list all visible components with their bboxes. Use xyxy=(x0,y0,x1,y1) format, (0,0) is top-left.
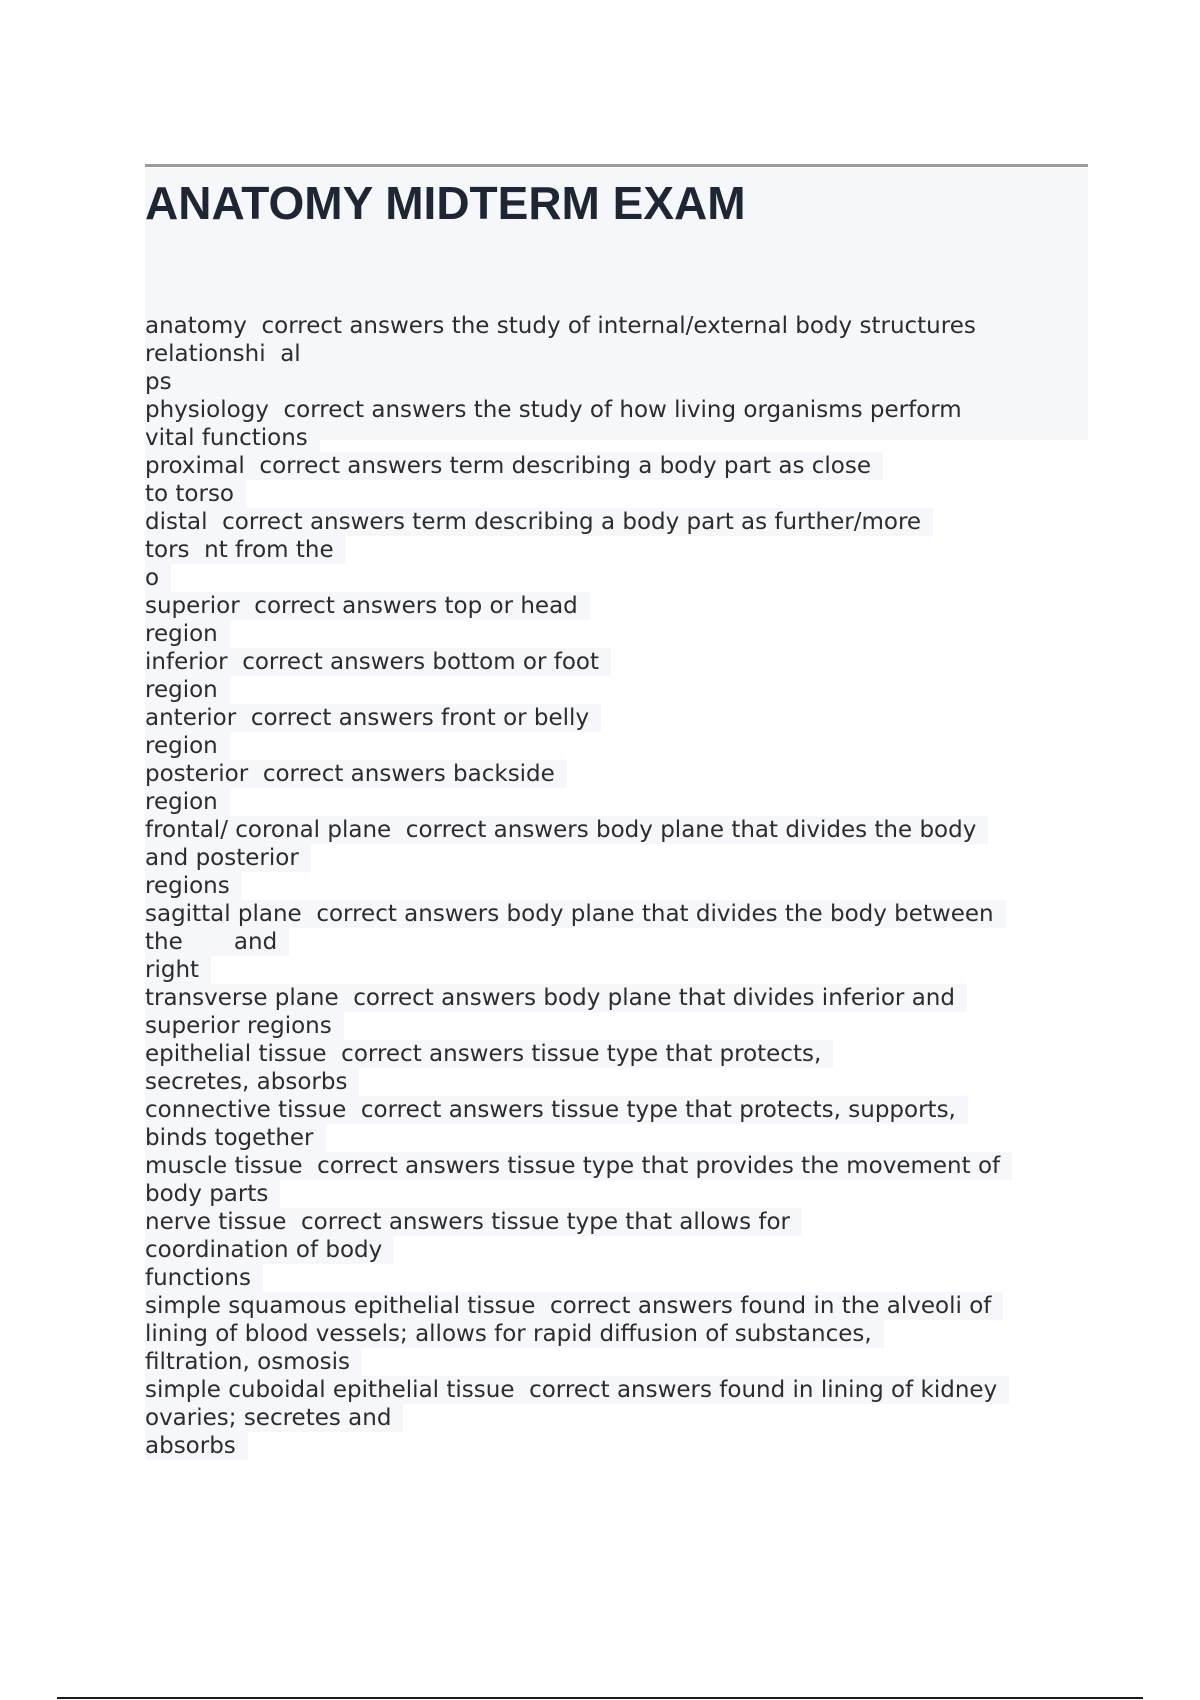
text-line: the and xyxy=(145,928,289,956)
text-line: binds together xyxy=(145,1124,326,1152)
document-body xyxy=(145,312,1095,1460)
text-line: to torso xyxy=(145,480,246,508)
text-line: and posterior xyxy=(145,844,311,872)
text-line: proximal correct answers term describing a body part as close xyxy=(145,452,883,480)
text-line: anatomy correct answers the study of internal/external body structures xyxy=(145,312,988,340)
text-line: right xyxy=(145,956,211,984)
text-line: functions xyxy=(145,1264,263,1292)
text-line: simple squamous epithelial tissue correct answers found in the alveoli of xyxy=(145,1292,1003,1320)
text-line: secretes, absorbs xyxy=(145,1068,359,1096)
text-line: region xyxy=(145,676,230,704)
text-line: tors nt from the xyxy=(145,536,346,564)
text-line: distal correct answers term describing a body part as further/more xyxy=(145,508,933,536)
text-line: frontal/ coronal plane correct answers body plane that divides the body xyxy=(145,816,988,844)
text-line: region xyxy=(145,620,230,648)
text-line: filtration, osmosis xyxy=(145,1348,362,1376)
text-line: regions xyxy=(145,872,242,900)
text-line: absorbs xyxy=(145,1432,248,1460)
text-line: superior regions xyxy=(145,1012,344,1040)
text-line: anterior correct answers front or belly xyxy=(145,704,601,732)
text-line: ovaries; secretes and xyxy=(145,1404,403,1432)
text-line: muscle tissue correct answers tissue type that provides the movement of xyxy=(145,1152,1012,1180)
text-line: body parts xyxy=(145,1180,280,1208)
text-line: o xyxy=(145,564,171,592)
text-line: transverse plane correct answers body plane that divides inferior and xyxy=(145,984,967,1012)
text-line: lining of blood vessels; allows for rapid diffusion of substances, xyxy=(145,1320,884,1348)
text-line: vital functions xyxy=(145,424,320,452)
text-line: physiology correct answers the study of how living organisms perform xyxy=(145,396,974,424)
text-line: superior correct answers top or head xyxy=(145,592,590,620)
text-line: nerve tissue correct answers tissue type that allows for xyxy=(145,1208,802,1236)
text-line: connective tissue correct answers tissue type that protects, supports, xyxy=(145,1096,968,1124)
document-title: ANATOMY MIDTERM EXAM xyxy=(145,177,746,229)
text-line: posterior correct answers backside xyxy=(145,760,567,788)
text-line: region xyxy=(145,788,230,816)
text-line: epithelial tissue correct answers tissue type that protects, xyxy=(145,1040,833,1068)
bottom-horizontal-rule xyxy=(57,1697,1143,1699)
text-line: simple cuboidal epithelial tissue correct answers found in lining of kidney xyxy=(145,1376,1009,1404)
text-line: inferior correct answers bottom or foot xyxy=(145,648,611,676)
text-line: relationshi al xyxy=(145,340,313,368)
top-horizontal-rule xyxy=(145,164,1088,167)
text-line: ps xyxy=(145,368,184,396)
text-line: coordination of body xyxy=(145,1236,394,1264)
text-line: sagittal plane correct answers body plane that divides the body between xyxy=(145,900,1006,928)
text-line: region xyxy=(145,732,230,760)
